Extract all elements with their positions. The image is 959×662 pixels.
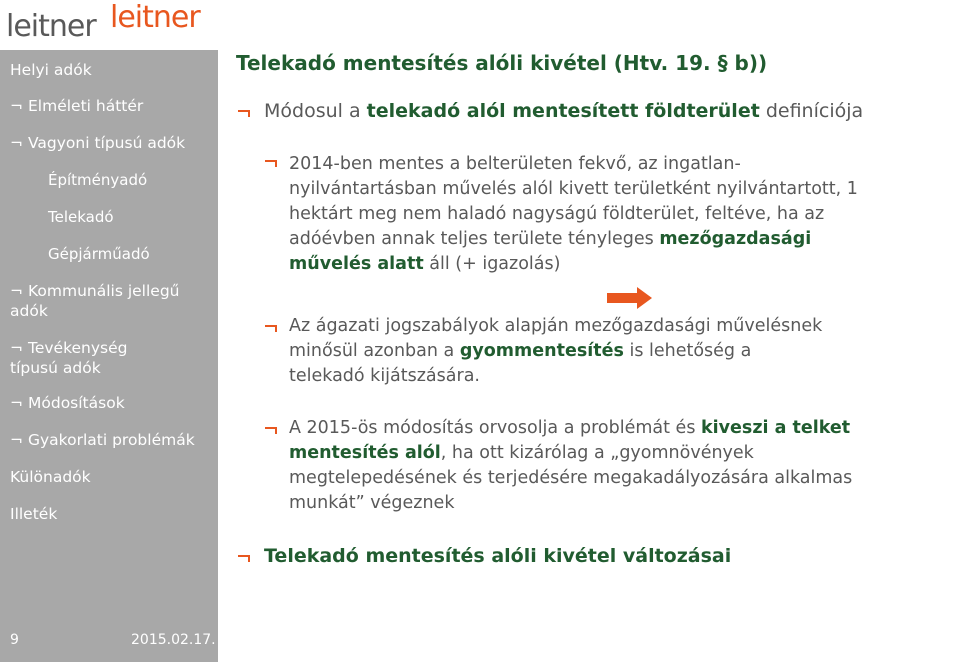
bullet-icon — [238, 553, 252, 565]
bullet-icon: ¬ — [10, 339, 23, 357]
paragraph-2014-rule: 2014-ben mentes a belterületen fekvő, az ingatlan- nyilvántartásban művelés alól kivett területként nyilvántartott, 1 hektárt meg nem haladó nagyságú földterület, feltéve, ha az adóévben annak teljes területe tényleges mezőgazdasági művelés alatt áll (+ igazolás) — [289, 154, 858, 274]
slide-date: 2015.02.17. — [131, 632, 216, 648]
bullet-icon — [265, 425, 279, 437]
sidebar-item-gyakorlati-problemak[interactable]: ¬ Gyakorlati problémák — [10, 431, 195, 449]
sidebar-item-gepjarmuado[interactable]: Gépjárműadó — [48, 245, 150, 263]
sidebar-item-illetek[interactable]: Illeték — [10, 505, 58, 523]
sidebar-item-tevekenyseg-tipusu-adok[interactable]: ¬ Tevékenység típusú adók — [10, 339, 128, 377]
paragraph-weed-control: Az ágazati jogszabályok alapján mezőgazdasági művelésnek minősül azonban a gyommentesítés is lehetőség a telekadó kijátszására. — [289, 316, 823, 386]
sidebar-item-helyi-adok[interactable]: Helyi adók — [10, 61, 92, 79]
page-title: Telekadó mentesítés alóli kivétel (Htv. 19. § b)) — [236, 51, 768, 75]
sidebar-item-kulonadok[interactable]: Különadók — [10, 468, 91, 486]
logo-text-orange: leitner — [110, 0, 200, 35]
section-heading: Módosul a telekadó alól mentesített földterület definíciója — [264, 100, 864, 122]
sidebar-item-kommunalis-jellegu-adok[interactable]: ¬ Kommunális jellegű adók — [10, 282, 180, 320]
bottom-heading: Telekadó mentesítés alóli kivétel változásai — [264, 545, 732, 567]
bullet-icon: ¬ — [10, 431, 23, 449]
sidebar-item-telekado[interactable]: Telekadó — [48, 208, 114, 226]
bullet-icon — [238, 108, 252, 120]
sidebar-item-vagyoni-tipusu-adok[interactable]: ¬ Vagyoni típusú adók — [10, 134, 186, 152]
bullet-icon: ¬ — [10, 134, 23, 152]
bullet-icon: ¬ — [10, 97, 23, 115]
bullet-icon — [265, 323, 279, 335]
sidebar-item-elmeleti-hatter[interactable]: ¬ Elméleti háttér — [10, 97, 144, 115]
bullet-icon: ¬ — [10, 282, 23, 300]
sidebar-item-modositasok[interactable]: ¬ Módosítások — [10, 394, 125, 412]
sidebar — [0, 50, 218, 662]
logo-text-gray: leitner — [6, 9, 96, 44]
arrow-right-icon — [607, 287, 652, 309]
slide-footer — [10, 632, 216, 648]
paragraph-2015-change: A 2015-ös módosítás orvosolja a problémát és kiveszi a telket mentesítés alól, ha ott kizárólag a „gyomnövények megtelepedésének és terjedésére megakadályozására alkalmas munkát” végeznek — [289, 418, 853, 513]
slide-content — [218, 50, 959, 662]
bullet-icon — [265, 158, 279, 170]
bullet-icon: ¬ — [10, 394, 23, 412]
page-number: 9 — [10, 632, 19, 648]
sidebar-item-epitmenyado[interactable]: Építményadó — [48, 171, 148, 189]
